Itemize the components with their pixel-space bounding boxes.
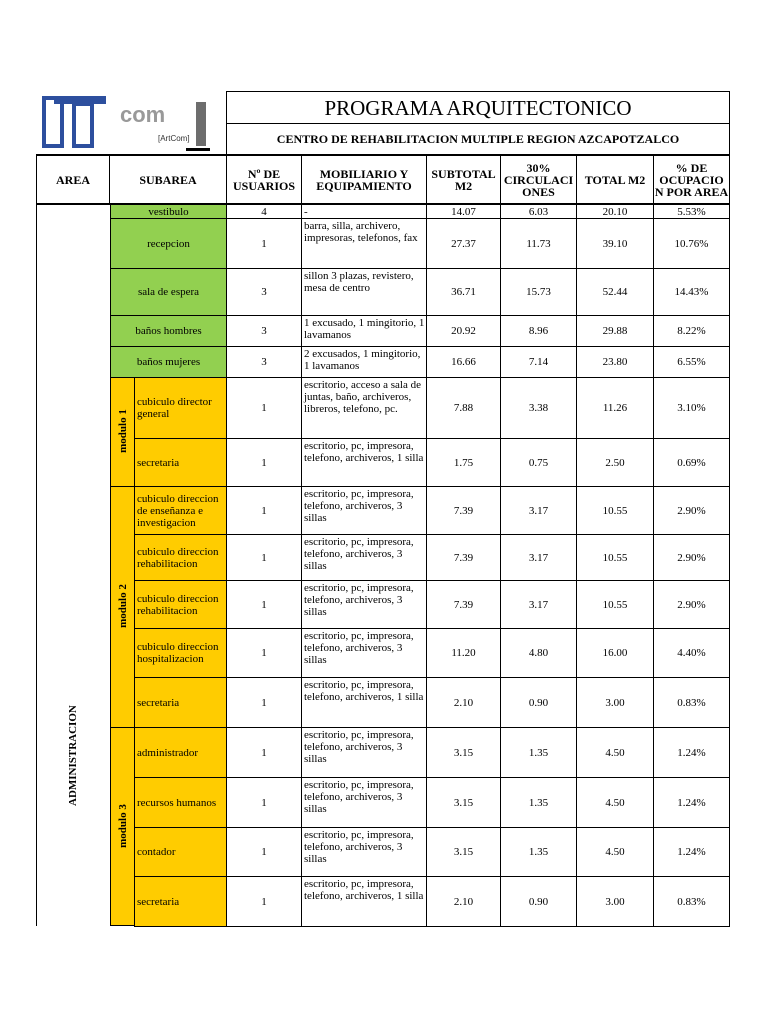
pct-cell: 0.83% [653, 876, 730, 927]
pct-cell: 1.24% [653, 777, 730, 828]
subarea-cell: cubiculo direccion rehabilitacion [134, 580, 227, 629]
pct-cell: 1.24% [653, 827, 730, 877]
users-cell: 1 [226, 534, 302, 581]
module-3-label: modulo 3 [117, 804, 129, 848]
pct-cell: 4.40% [653, 628, 730, 678]
subtotal-cell: 1.75 [426, 438, 501, 487]
total-cell: 16.00 [576, 628, 654, 678]
subtotal-cell: 7.39 [426, 486, 501, 535]
logo-brand: com [120, 102, 166, 127]
header-mobiliario: MOBILIARIO Y EQUIPAMIENTO [301, 154, 427, 205]
total-cell: 2.50 [576, 438, 654, 487]
pct-cell: 2.90% [653, 580, 730, 629]
furn-cell: escritorio, pc, impresora, telefono, archiveros, 3 sillas [301, 628, 427, 678]
circ-cell: 3.17 [500, 534, 577, 581]
area-label: ADMINISTRACION [67, 705, 79, 806]
subarea-cell: cubiculo direccion de enseñanza e investigacion [134, 486, 227, 535]
subarea-cell: baños mujeres [110, 346, 227, 378]
circ-cell: 3.38 [500, 377, 577, 439]
pct-cell: 1.24% [653, 727, 730, 778]
circ-cell: 1.35 [500, 727, 577, 778]
furn-cell: escritorio, pc, impresora, telefono, archiveros, 3 sillas [301, 486, 427, 535]
furn-cell: escritorio, pc, impresora, telefono, archiveros, 3 sillas [301, 580, 427, 629]
circ-cell: 3.17 [500, 486, 577, 535]
pct-cell: 2.90% [653, 534, 730, 581]
users-cell: 1 [226, 727, 302, 778]
pct-cell: 0.83% [653, 677, 730, 728]
circ-cell: 4.80 [500, 628, 577, 678]
total-cell: 20.10 [576, 204, 654, 219]
circ-cell: 3.17 [500, 580, 577, 629]
subtotal-cell: 7.39 [426, 580, 501, 629]
header-subarea: SUBAREA [109, 154, 227, 205]
subtotal-cell: 7.39 [426, 534, 501, 581]
subarea-cell: recursos humanos [134, 777, 227, 828]
subarea-cell: recepcion [110, 218, 227, 269]
furn-cell: escritorio, pc, impresora, telefono, archiveros, 3 sillas [301, 534, 427, 581]
furn-cell: escritorio, pc, impresora, telefono, archiveros, 3 sillas [301, 827, 427, 877]
subtotal-cell: 3.15 [426, 777, 501, 828]
subtotal-cell: 27.37 [426, 218, 501, 269]
furn-cell: 1 excusado, 1 mingitorio, 1 lavamanos [301, 315, 427, 347]
total-cell: 23.80 [576, 346, 654, 378]
page-title: PROGRAMA ARQUITECTONICO [226, 91, 730, 124]
users-cell: 3 [226, 268, 302, 316]
subarea-cell: secretaria [134, 438, 227, 487]
module-1-label: modulo 1 [117, 409, 129, 453]
users-cell: 3 [226, 346, 302, 378]
furn-cell: 2 excusados, 1 mingitorio, 1 lavamanos [301, 346, 427, 378]
furn-cell: escritorio, pc, impresora, telefono, archiveros, 3 sillas [301, 777, 427, 828]
total-cell: 10.55 [576, 486, 654, 535]
pct-cell: 14.43% [653, 268, 730, 316]
subtotal-cell: 20.92 [426, 315, 501, 347]
circ-cell: 0.90 [500, 876, 577, 927]
total-cell: 10.55 [576, 580, 654, 629]
subtotal-cell: 11.20 [426, 628, 501, 678]
furn-cell: - [301, 204, 427, 219]
circ-cell: 15.73 [500, 268, 577, 316]
subarea-cell: contador [134, 827, 227, 877]
total-cell: 4.50 [576, 727, 654, 778]
total-cell: 39.10 [576, 218, 654, 269]
circ-cell: 7.14 [500, 346, 577, 378]
users-cell: 1 [226, 677, 302, 728]
furn-cell: escritorio, pc, impresora, telefono, archiveros, 1 silla [301, 677, 427, 728]
users-cell: 3 [226, 315, 302, 347]
circ-cell: 11.73 [500, 218, 577, 269]
subtotal-cell: 14.07 [426, 204, 501, 219]
subarea-cell: baños hombres [110, 315, 227, 347]
users-cell: 1 [226, 438, 302, 487]
circ-cell: 1.35 [500, 777, 577, 828]
logo-tag: [ArtCom] [158, 134, 190, 143]
pct-cell: 10.76% [653, 218, 730, 269]
subtotal-cell: 16.66 [426, 346, 501, 378]
users-cell: 1 [226, 486, 302, 535]
furn-cell: escritorio, pc, impresora, telefono, archiveros, 3 sillas [301, 727, 427, 778]
subtotal-cell: 2.10 [426, 876, 501, 927]
subarea-cell: sala de espera [110, 268, 227, 316]
artcom-logo [36, 92, 226, 154]
total-cell: 52.44 [576, 268, 654, 316]
circ-cell: 1.35 [500, 827, 577, 877]
pct-cell: 2.90% [653, 486, 730, 535]
users-cell: 4 [226, 204, 302, 219]
furn-cell: barra, silla, archivero, impresoras, telefonos, fax [301, 218, 427, 269]
users-cell: 1 [226, 876, 302, 927]
page-subtitle: CENTRO DE REHABILITACION MULTIPLE REGION AZCAPOTZALCO [226, 123, 730, 155]
furn-cell: escritorio, pc, impresora, telefono, archiveros, 1 silla [301, 438, 427, 487]
users-cell: 1 [226, 377, 302, 439]
subtotal-cell: 7.88 [426, 377, 501, 439]
subarea-cell: vestibulo [110, 204, 227, 219]
pct-cell: 0.69% [653, 438, 730, 487]
circ-cell: 0.75 [500, 438, 577, 487]
header-circulaciones: 30% CIRCULACI ONES [500, 154, 577, 205]
pct-cell: 3.10% [653, 377, 730, 439]
header-subtotal: SUBTOTAL M2 [426, 154, 501, 205]
subtotal-cell: 2.10 [426, 677, 501, 728]
pct-cell: 8.22% [653, 315, 730, 347]
subarea-cell: secretaria [134, 677, 227, 728]
users-cell: 1 [226, 218, 302, 269]
module-2-label: modulo 2 [117, 584, 129, 628]
subarea-cell: cubiculo direccion rehabilitacion [134, 534, 227, 581]
subarea-cell: administrador [134, 727, 227, 778]
subarea-cell: secretaria [134, 876, 227, 927]
header-total: TOTAL M2 [576, 154, 654, 205]
total-cell: 10.55 [576, 534, 654, 581]
circ-cell: 6.03 [500, 204, 577, 219]
subarea-cell: cubiculo direccion hospitalizacion [134, 628, 227, 678]
subtotal-cell: 36.71 [426, 268, 501, 316]
pct-cell: 6.55% [653, 346, 730, 378]
total-cell: 11.26 [576, 377, 654, 439]
users-cell: 1 [226, 777, 302, 828]
header-usuarios: Nº DE USUARIOS [226, 154, 302, 205]
total-cell: 29.88 [576, 315, 654, 347]
total-cell: 3.00 [576, 876, 654, 927]
users-cell: 1 [226, 580, 302, 629]
subtotal-cell: 3.15 [426, 727, 501, 778]
furn-cell: escritorio, pc, impresora, telefono, archiveros, 1 silla [301, 876, 427, 927]
header-ocupacion: % DE OCUPACIO N POR AREA [653, 154, 730, 205]
total-cell: 4.50 [576, 777, 654, 828]
total-cell: 4.50 [576, 827, 654, 877]
subarea-cell: cubiculo director general [134, 377, 227, 439]
total-cell: 3.00 [576, 677, 654, 728]
circ-cell: 0.90 [500, 677, 577, 728]
subtotal-cell: 3.15 [426, 827, 501, 877]
users-cell: 1 [226, 827, 302, 877]
furn-cell: sillon 3 plazas, revistero, mesa de centro [301, 268, 427, 316]
area-column [36, 204, 110, 926]
furn-cell: escritorio, acceso a sala de juntas, baño, archiveros, libreros, telefono, pc. [301, 377, 427, 439]
circ-cell: 8.96 [500, 315, 577, 347]
pct-cell: 5.53% [653, 204, 730, 219]
users-cell: 1 [226, 628, 302, 678]
header-area: AREA [36, 154, 110, 205]
